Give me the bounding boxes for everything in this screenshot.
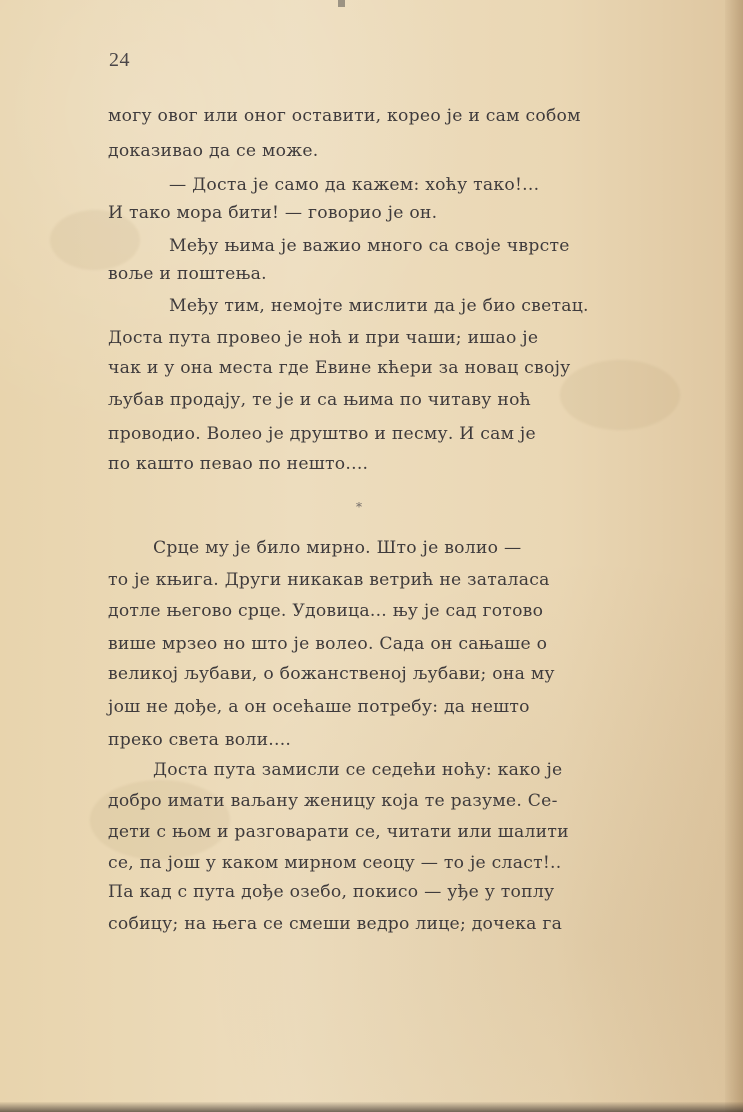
text-line: могу овог или оног оставити, кореo је и сам собом: [108, 106, 581, 126]
text-line: Доста пута замисли се седећи ноћу: како је: [153, 760, 563, 780]
text-line: по кашто певао по нешто....: [108, 454, 369, 474]
text-line: Доста пута провео је ноћ и при чаши; ишао је: [108, 328, 539, 348]
text-line: дотле његово срце. Удовица... њу је сад готово: [108, 601, 544, 621]
text-line: собицу; на њега се смеши ведро лице; дочека га: [108, 914, 563, 934]
section-separator: *: [356, 500, 363, 514]
text-line: И тако мора бити! — говорио је он.: [108, 203, 438, 223]
text-line: још не дође, а он осећаше потребу: да нешто: [108, 697, 530, 717]
text-line: преко света воли....: [108, 730, 292, 750]
ink-mark: [338, 0, 345, 7]
text-line: Па кад с пута дође озебо, покисо — уђе у топлу: [108, 882, 555, 902]
page-right-edge: [725, 0, 743, 1112]
text-line: више мрзео но што је волео. Сада он сањаше о: [108, 634, 548, 654]
text-line: Међу тим, немојте мислити да је био светац.: [169, 296, 589, 316]
text-line: воље и поштења.: [108, 264, 267, 284]
text-line: то је књига. Други никакав ветрић не заталаса: [108, 570, 550, 590]
text-line: доказивао да се може.: [108, 141, 319, 161]
text-line: — Доста је само да кажем: хоћу тако!...: [169, 175, 540, 195]
paper-stain: [560, 360, 680, 430]
text-line: љубав продају, те је и са њима по читаву ноћ: [108, 390, 531, 410]
page-number: 24: [109, 49, 130, 71]
page-bottom-edge: [0, 1102, 743, 1112]
text-line: проводио. Волео је друштво и песму. И сам је: [108, 424, 536, 444]
text-line: великој љубави, о божанственој љубави; она му: [108, 664, 555, 684]
text-line: добро имати ваљану женицу која те разуме. Се-: [108, 791, 558, 811]
text-line: се, па још у каком мирном сеоцу — то је сласт!..: [108, 853, 562, 873]
text-line: Међу њима је важио много са своје чврсте: [169, 236, 570, 256]
text-line: Срце му је било мирно. Што је волио —: [153, 538, 522, 558]
text-line: дети с њом и разговарати се, читати или шалити: [108, 822, 569, 842]
text-line: чак и у она места где Евине кћери за новац своју: [108, 358, 571, 378]
